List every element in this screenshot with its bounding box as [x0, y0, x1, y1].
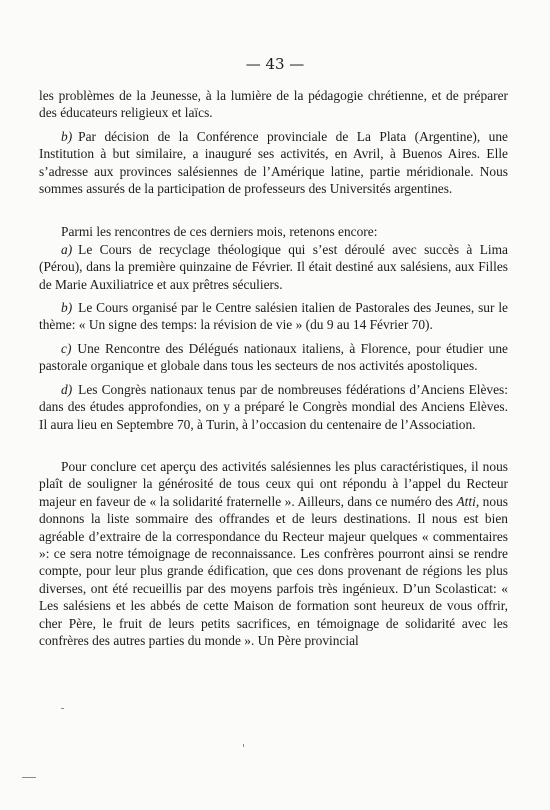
paragraph-text: Le Cours de recyclage théologique qui s’est déroulé avec succès à Lima (Pérou), dans la première quinzaine de Février. Il était destiné aux salésiens, aux Filles de Marie Auxiliatrice et aux prêtres séculiers.	[39, 241, 508, 292]
scan-mark	[243, 744, 244, 747]
paragraph-intro-meetings	[39, 223, 508, 240]
paragraph-c-florence	[39, 340, 508, 375]
list-marker: c)	[61, 340, 72, 356]
paragraph-b-course	[39, 299, 508, 334]
paragraph-continuation	[39, 87, 508, 122]
list-marker: d)	[61, 381, 73, 397]
list-marker: b)	[61, 300, 73, 316]
body-text	[39, 87, 508, 649]
paragraph-text: Le Cours organisé par le Centre salésien italien de Pastorales des Jeunes, sur le thème: « Un signe des temps: la révision de vie » (du 9 au 14 Février 70).	[39, 300, 508, 333]
paragraph-text: les problèmes de la Jeunesse, à la lumière de la pédagogie chrétienne, et de préparer des éducateurs religieux et laïcs.	[39, 88, 508, 121]
paragraph-text: Les Congrès nationaux tenus par de nombreuses fédérations d’Anciens Elèves: dans des études approfondies, on y a préparé le Congrès mondial des Anciens Elèves. Il aura lieu en Septembre 70, à Turin, à l’occasion du centenaire de l’Association.	[39, 381, 508, 432]
paragraph-b-institution	[39, 128, 508, 198]
paragraph-d-congress	[39, 381, 508, 433]
scan-mark	[22, 777, 36, 778]
paragraph-text: Parmi les rencontres de ces derniers mois, retenons encore:	[61, 224, 378, 240]
emphasis-title: Atti,	[456, 493, 480, 509]
scan-mark	[61, 708, 64, 709]
list-marker: b)	[61, 128, 73, 144]
paragraph-a-lima	[39, 241, 508, 293]
paragraph-text: Une Rencontre des Délégués nationaux italiens, à Florence, pour étudier une pastorale organique et globale dans tous les secteurs de nos activités apostoliques.	[39, 340, 508, 374]
page-number: — 43 —	[245, 55, 305, 73]
list-marker: a)	[61, 241, 73, 257]
paragraph-text: Pour conclure cet aperçu des activités salésiennes les plus caractéristiques, il nous plaît de souligner la générosité de tous ceux qui ont répondu à l’appel du Recteur majeur en faveur de « la solidarité fraternelle ». Ailleurs, dans ce numéro des	[39, 458, 508, 509]
paragraph-conclusion	[39, 458, 508, 649]
paragraph-text: Par décision de la Conférence provinciale de La Plata (Argentine), une Institution à but similaire, a inauguré ses activités, en Avril, à Buenos Aires. Elle s’adresse aux provinces salésiennes de l’Amérique latine, partie méridionale. Nous sommes assurés de la participation de professeurs des Universités argentines.	[39, 128, 508, 197]
paragraph-text: nous donnons la liste sommaire des offrandes et de leurs destinations. Il nous est bien agréable d’extraire de la correspondance du Recteur majeur quelques « commentaires »: ce sera notre témoignage de reconnaissance. Les confrères pourront ainsi se rendre compte, pour leur plus grande édification, que ces dons provenant de régions les plus diverses, ont été recueillis par des moyens parfois très ingénieux. D’un Scolasticat: « Les salésiens et les abbés de cette Maison de formation sont heureux de vous offrir, cher Père, le fruit de leurs petits sacrifices, en témoignage de solidarité avec les confrères des autres parties du monde ». Un Père provincial	[39, 493, 508, 648]
